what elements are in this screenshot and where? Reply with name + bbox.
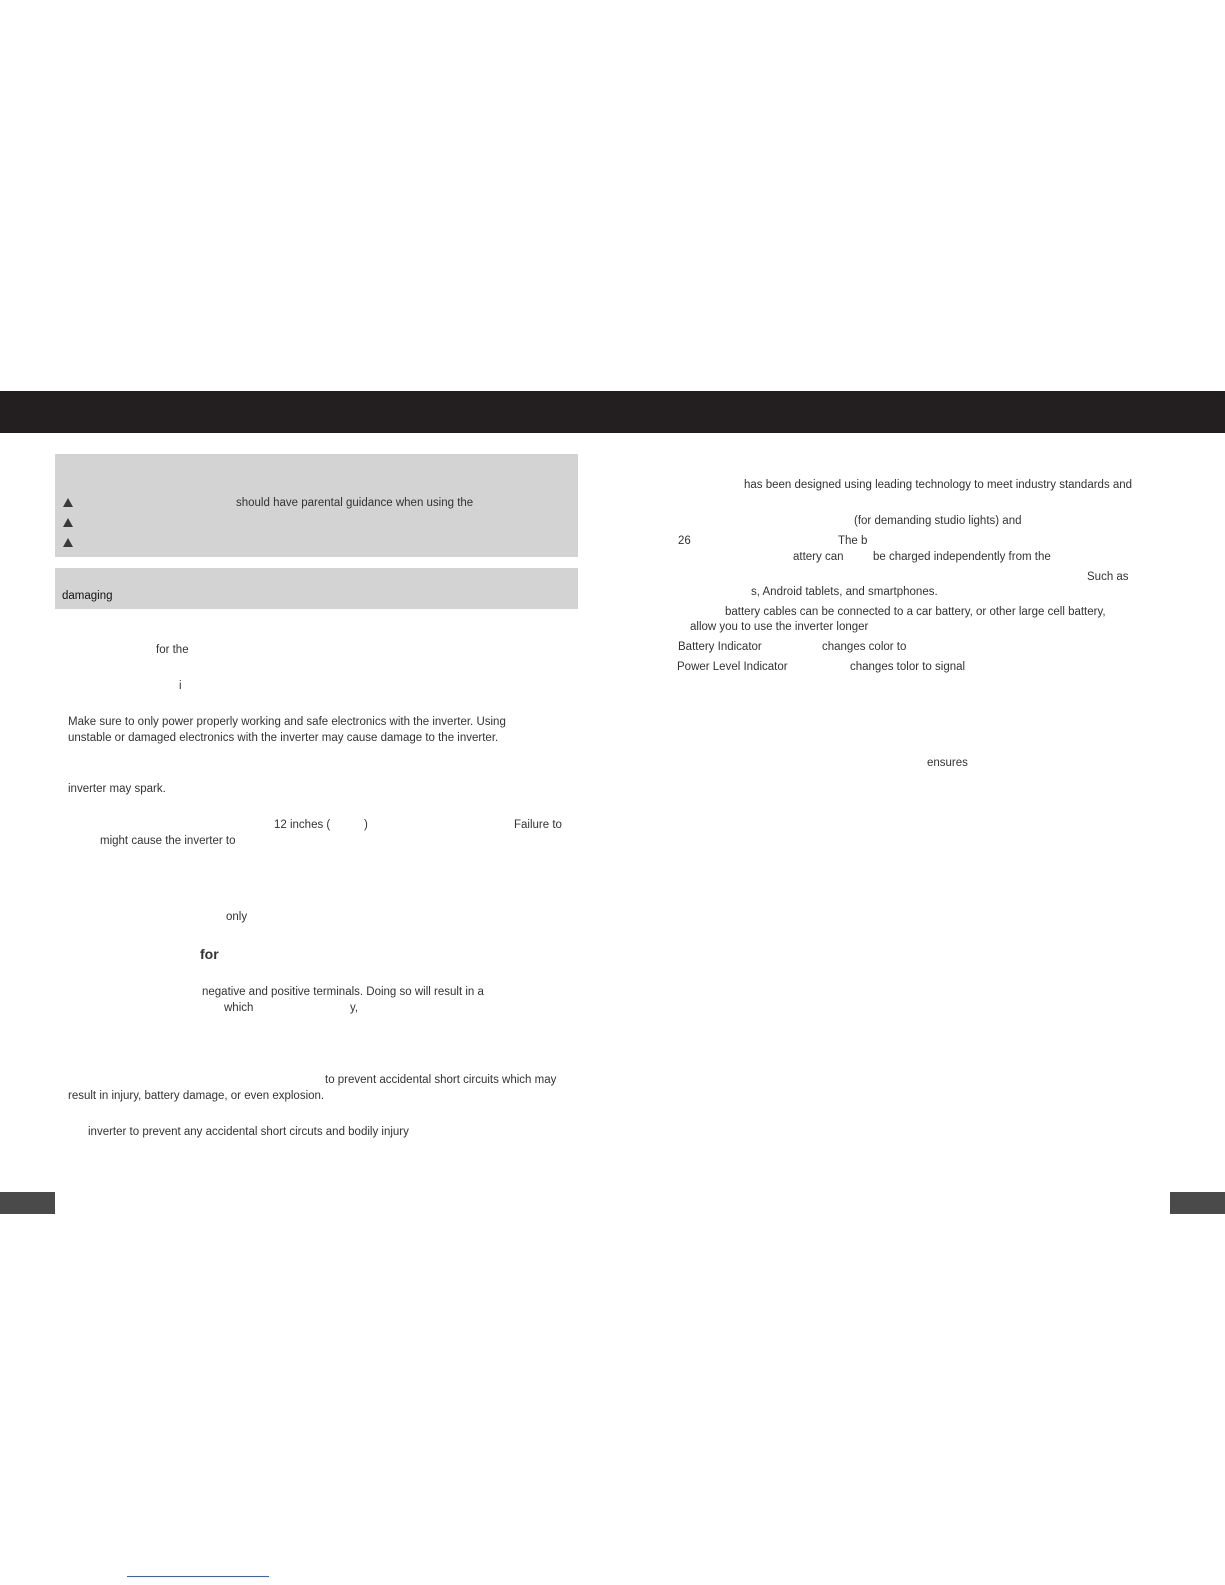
body-text: might cause the inverter to	[100, 835, 236, 847]
power-level-indicator-label: Power Level Indicator	[677, 661, 788, 673]
body-text: changes color to	[822, 641, 907, 653]
page-number-tab-left	[0, 1192, 55, 1214]
body-text: battery cables can be connected to a car battery, or other large cell battery,	[725, 606, 1106, 618]
body-text: only	[226, 911, 248, 923]
body-text: The b	[838, 535, 868, 547]
body-text: which	[224, 1002, 254, 1014]
body-text: )	[364, 819, 368, 831]
header-bar	[0, 391, 1225, 433]
page-number-tab-right	[1170, 1192, 1225, 1214]
body-text: inverter may spark.	[68, 783, 166, 795]
body-text: y,	[350, 1002, 359, 1014]
body-text: be charged independently from the	[873, 551, 1051, 563]
battery-indicator-label: Battery Indicator	[678, 641, 762, 653]
body-text: allow you to use the inverter longer	[690, 621, 869, 633]
body-text: Such as	[1087, 571, 1129, 583]
warning-icon	[63, 538, 73, 547]
warning-bullet-text: should have parental guidance when using the	[236, 497, 474, 509]
body-text: unstable or damaged electronics with the inverter may cause damage to the inverter.	[68, 732, 499, 744]
body-text: 26	[678, 535, 691, 547]
body-text: s, Android tablets, and smartphones.	[751, 586, 938, 598]
body-text: inverter to prevent any accidental short circuts and bodily injury	[88, 1126, 409, 1138]
body-text: 12 inches (	[274, 819, 331, 831]
section-heading: for	[200, 946, 219, 962]
body-text: attery can	[793, 551, 844, 563]
caution-text: damaging	[62, 590, 113, 602]
body-text: to prevent accidental short circuits which may	[325, 1074, 557, 1086]
body-text: for the	[156, 644, 189, 656]
body-text: Failure to	[514, 819, 562, 831]
body-text: i	[179, 680, 182, 692]
body-text: has been designed using leading technology to meet industry standards and	[744, 479, 1133, 491]
body-text: negative and positive terminals. Doing so will result in a	[202, 986, 484, 998]
warning-icon	[63, 518, 73, 527]
body-text: changes tolor to signal	[850, 661, 966, 673]
body-text: Make sure to only power properly working and safe electronics with the inverter. Using	[68, 716, 506, 728]
warning-icon	[63, 498, 73, 507]
link-underline	[127, 1576, 269, 1577]
body-text: result in injury, battery damage, or even explosion.	[68, 1090, 325, 1102]
caution-box	[55, 568, 578, 609]
body-text: (for demanding studio lights) and	[854, 515, 1022, 527]
body-text: ensures	[927, 757, 968, 769]
